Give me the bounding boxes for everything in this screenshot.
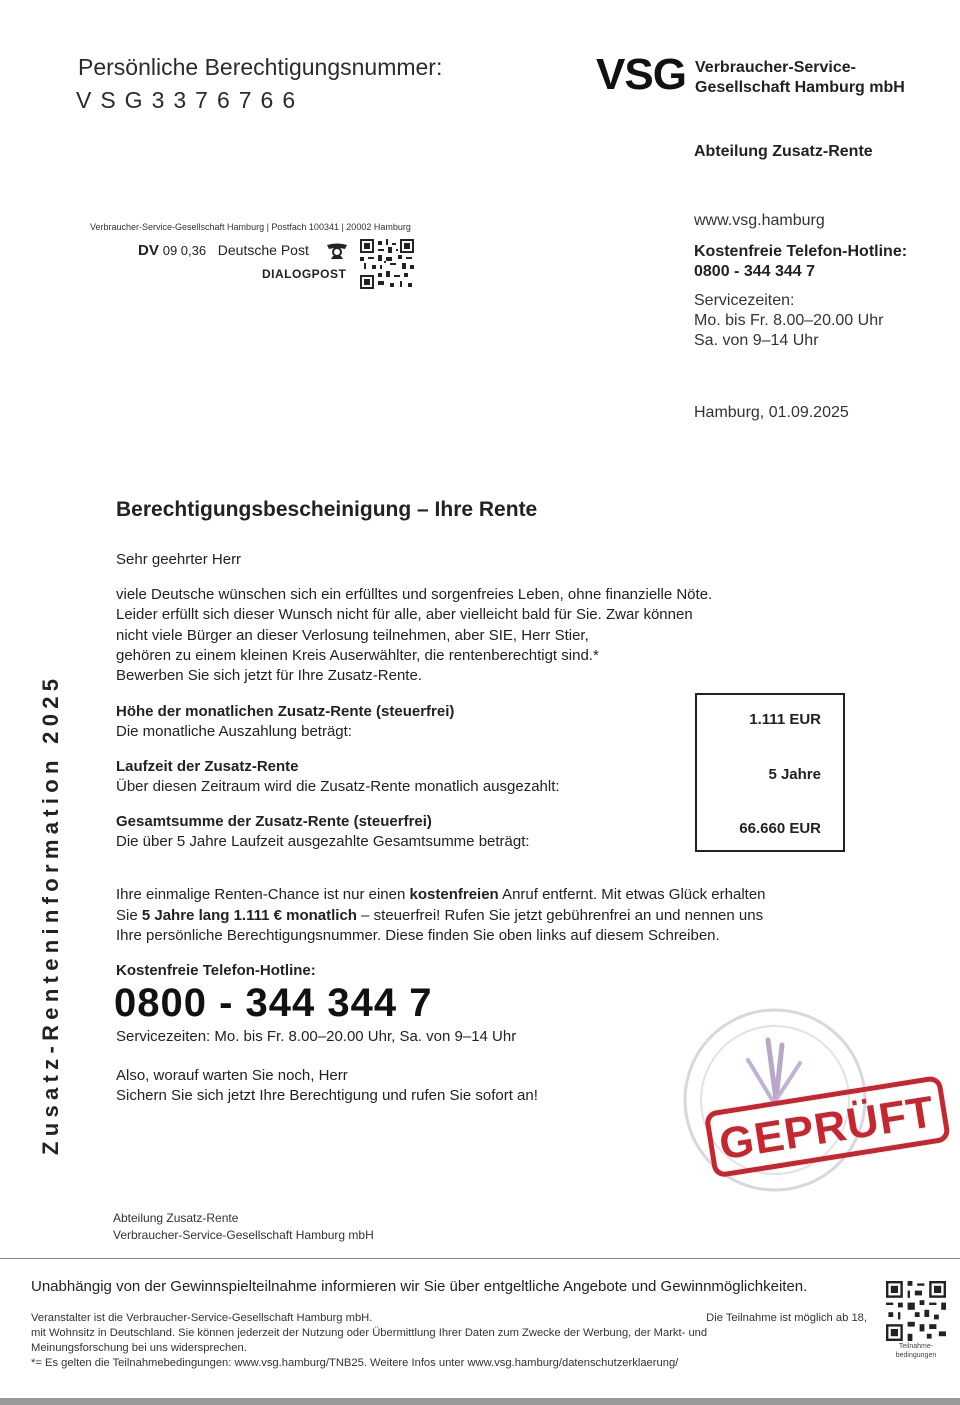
total-amount-value: 66.660 EUR — [739, 820, 821, 837]
chance-line-3: Ihre persönliche Berechtigungsnummer. Diese finden Sie oben links auf diesem Schreiben. — [116, 927, 720, 944]
hotline-label: Kostenfreie Telefon-Hotline: — [694, 243, 908, 260]
chance-emphasis: 5 Jahre lang 1.111 € monatlich — [141, 906, 357, 924]
closing-line-2: Sichern Sie sich jetzt Ihre Berechtigung und rufen Sie sofort an! — [116, 1087, 538, 1104]
monthly-amount-text: Die monatliche Auszahlung beträgt: — [116, 723, 352, 740]
vsg-logo: VSG — [596, 50, 686, 99]
independence-notice: Unabhängig von der Gewinnspielteilnahme informieren wir Sie über entgeltliche Angebote und Gewinnmöglichkeiten. — [31, 1278, 808, 1295]
scan-edge — [0, 1398, 960, 1405]
intro-line: gehören zu einem kleinen Kreis Auserwählter, die rentenberechtigt sind.* — [116, 646, 599, 664]
approved-stamp — [640, 1005, 960, 1220]
total-amount-text: Die über 5 Jahre Laufzeit ausgezahlte Gesamtsumme beträgt: — [116, 833, 530, 850]
reference-label: Persönliche Berechtigungsnummer: — [78, 54, 443, 80]
department: Abteilung Zusatz-Rente — [694, 143, 873, 160]
duration-value: 5 Jahre — [768, 766, 821, 783]
footer-divider — [0, 1258, 960, 1259]
chance-line-2 — [116, 906, 866, 927]
intro-line: Leider erfüllt sich dieser Wunsch nicht für alle, aber vielleicht bald für Sie. Zwar können — [116, 606, 693, 624]
monthly-amount-title: Höhe der monatlichen Zusatz-Rente (steuerfrei) — [116, 703, 455, 720]
service-hours — [694, 291, 883, 351]
service-hours-label: Servicezeiten: — [694, 292, 795, 309]
intro-line: viele Deutsche wünschen sich ein erfülltes und sorgenfreies Leben, ohne finanzielle Nöte. — [116, 586, 713, 603]
amount-box — [695, 693, 845, 852]
terms-qr-label — [883, 1343, 949, 1360]
chance-text: Anruf entfernt. Mit etwas Glück erhalten — [498, 886, 766, 903]
hotline-label-body: Kostenfreie Telefon-Hotline: — [116, 962, 316, 979]
terms-qr-code-icon[interactable] — [886, 1281, 946, 1341]
duration-text: Über diesen Zeitraum wird die Zusatz-Rente monatlich ausgezahlt: — [116, 778, 560, 795]
monthly-amount-value: 1.111 EUR — [749, 711, 821, 728]
service-hours-body: Servicezeiten: Mo. bis Fr. 8.00–20.00 Uhr, Sa. von 9–14 Uhr — [116, 1028, 517, 1045]
service-hours-saturday: Sa. von 9–14 Uhr — [694, 332, 819, 349]
signature-company: Verbraucher-Service-Gesellschaft Hamburg mbH — [113, 1228, 374, 1242]
company-name — [695, 58, 905, 98]
chance-text: – steuerfrei! Rufen Sie jetzt gebührenfrei an und nennen uns — [356, 906, 764, 924]
letter-date: Hamburg, 01.09.2025 — [694, 404, 849, 421]
chance-emphasis: kostenfreien — [409, 886, 499, 903]
side-banner — [36, 585, 66, 1155]
fine-print — [31, 1311, 869, 1371]
total-amount-title: Gesamtsumme der Zusatz-Rente (steuerfrei) — [116, 813, 432, 830]
letter-headline: Berechtigungsbescheinigung – Ihre Rente — [116, 498, 538, 521]
closing-line-1: Also, worauf warten Sie noch, Herr — [116, 1067, 348, 1084]
company-name-line1: Verbraucher-Service- — [695, 59, 856, 76]
dialogpost-label: DIALOGPOST — [262, 267, 347, 281]
fine-print-organizer: Veranstalter ist die Verbraucher-Service-Gesellschaft Hamburg mbH. — [31, 1312, 373, 1324]
postage-qr-code-icon — [360, 239, 414, 289]
duration-title: Laufzeit der Zusatz-Rente — [116, 758, 299, 775]
intro-line: nicht viele Bürger an dieser Verlosung teilnehmen, aber SIE, Herr Stier, — [116, 626, 589, 644]
website-link[interactable]: www.vsg.hamburg — [694, 212, 825, 229]
side-banner-text: Zusatz-Renteninformation 2025 — [38, 673, 63, 1155]
greeting: Sehr geehrter Herr — [116, 551, 242, 568]
fine-print-line: *= Es gelten die Teilnahmebedingungen: www.vsg.hamburg/TNB25. Weitere Infos unter www.vsg.hamburg/datenschutzerklaerung/ — [31, 1357, 679, 1369]
postage-dv: DV — [138, 242, 159, 259]
fine-print-line: mit Wohnsitz in Deutschland. Sie können jederzeit der Nutzung oder Übermittlung Ihrer Daten zum Zwecke der Werbung, der Markt- und — [31, 1327, 708, 1339]
terms-qr-label-line: Teilnahme- — [898, 1343, 934, 1350]
closing-paragraph — [116, 1066, 538, 1106]
postage-code: 09 0,36 — [162, 243, 207, 258]
postage-line — [138, 242, 309, 259]
chance-text: Ihre einmalige Renten-Chance ist nur einen — [116, 886, 410, 903]
signature-department: Abteilung Zusatz-Rente — [113, 1211, 239, 1225]
service-hours-weekday: Mo. bis Fr. 8.00–20.00 Uhr — [694, 312, 884, 329]
stamp-text: GEPRÜFT — [715, 1087, 939, 1170]
intro-paragraph — [116, 585, 816, 686]
chance-paragraph — [116, 885, 866, 947]
postage-carrier: Deutsche Post — [217, 242, 309, 258]
company-name-line2: Gesellschaft Hamburg mbH — [695, 79, 905, 96]
hotline-number: 0800 - 344 344 7 — [694, 263, 815, 280]
chance-text: Sie — [116, 906, 142, 924]
reference-number: VSG3376766 — [76, 87, 305, 113]
hotline-block — [694, 242, 907, 282]
fine-print-age: Die Teilnahme ist möglich ab 18, — [706, 1312, 867, 1324]
deutsche-post-horn-icon — [326, 240, 348, 260]
fine-print-line — [31, 1311, 869, 1326]
signature-block — [113, 1210, 374, 1244]
intro-line: Bewerben Sie sich jetzt für Ihre Zusatz-Rente. — [116, 667, 422, 685]
sender-address-line: Verbraucher-Service-Gesellschaft Hamburg | Postfach 100341 | 20002 Hamburg — [90, 222, 411, 232]
terms-qr-label-line: bedingungen — [895, 1351, 937, 1359]
fine-print-line: Meinungsforschung bei uns widersprechen. — [31, 1342, 247, 1354]
chance-line-1 — [116, 885, 866, 906]
hotline-number-large[interactable]: 0800 - 344 344 7 — [114, 981, 433, 1025]
